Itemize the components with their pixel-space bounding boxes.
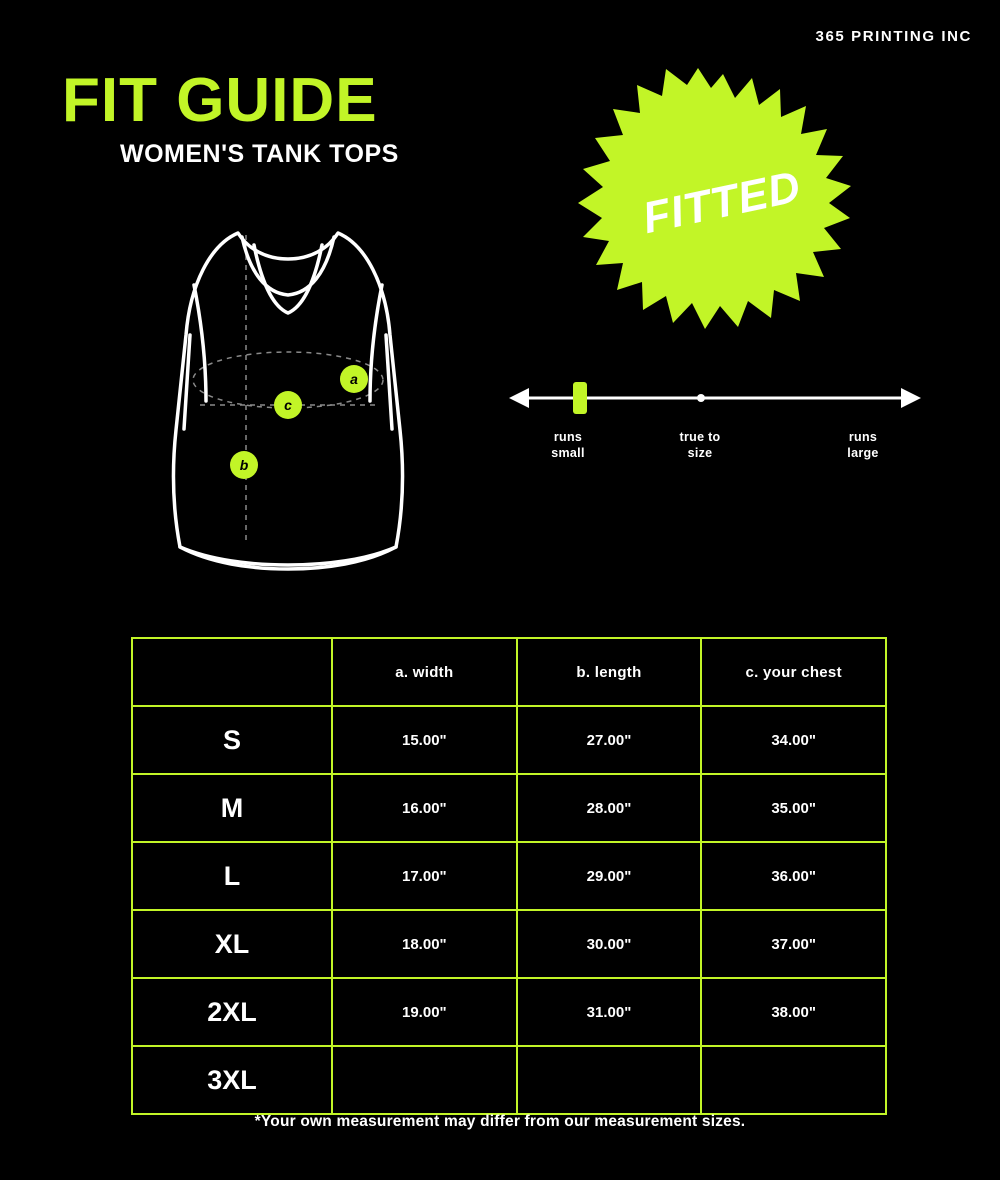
fit-scale-marker <box>573 382 587 414</box>
table-row <box>132 978 886 1046</box>
brand-name: 365 PRINTING INC <box>815 28 972 45</box>
fit-scale-label-large-line2: large <box>847 445 879 460</box>
fitted-badge-label: FITTED <box>638 161 806 244</box>
row-chest: 37.00" <box>701 910 886 978</box>
row-length: 31.00" <box>517 978 702 1046</box>
page-subtitle: WOMEN'S TANK TOPS <box>120 140 399 168</box>
row-size: S <box>132 706 332 774</box>
fit-scale-label-true-line2: size <box>687 445 713 460</box>
marker-b: b <box>230 451 258 479</box>
row-chest: 38.00" <box>701 978 886 1046</box>
table-row <box>132 842 886 910</box>
row-chest: 36.00" <box>701 842 886 910</box>
row-size: 3XL <box>132 1046 332 1114</box>
table-row <box>132 910 886 978</box>
row-length: 28.00" <box>517 774 702 842</box>
fit-scale-label-large-line1: runs <box>848 430 878 444</box>
table-header-length: b. length <box>517 638 702 706</box>
fit-scale <box>505 370 925 480</box>
page-title: FIT GUIDE <box>62 66 378 135</box>
table-row <box>132 774 886 842</box>
row-chest: 35.00" <box>701 774 886 842</box>
row-length: 27.00" <box>517 706 702 774</box>
row-size: 2XL <box>132 978 332 1046</box>
size-table-wrapper <box>131 637 887 1115</box>
fit-scale-label-true <box>645 430 755 461</box>
row-width: 19.00" <box>332 978 517 1046</box>
fit-scale-label-small-line2: small <box>551 445 585 460</box>
tank-top-illustration <box>150 215 450 595</box>
row-length: 29.00" <box>517 842 702 910</box>
row-width <box>332 1046 517 1114</box>
fit-scale-label-small <box>513 430 623 461</box>
table-header-size <box>132 638 332 706</box>
table-row <box>132 1046 886 1114</box>
marker-c: c <box>274 391 302 419</box>
marker-a: a <box>340 365 368 393</box>
row-width: 18.00" <box>332 910 517 978</box>
table-row <box>132 706 886 774</box>
table-header-width: a. width <box>332 638 517 706</box>
table-header-row <box>132 638 886 706</box>
row-chest: 34.00" <box>701 706 886 774</box>
fit-scale-midpoint-dot <box>697 394 705 402</box>
fit-scale-label-small-line1: runs <box>553 430 583 444</box>
row-width: 17.00" <box>332 842 517 910</box>
row-size: L <box>132 842 332 910</box>
row-length: 30.00" <box>517 910 702 978</box>
row-chest <box>701 1046 886 1114</box>
row-width: 16.00" <box>332 774 517 842</box>
row-size: XL <box>132 910 332 978</box>
row-size: M <box>132 774 332 842</box>
row-length <box>517 1046 702 1114</box>
table-header-chest: c. your chest <box>701 638 886 706</box>
double-arrow-icon <box>505 370 925 426</box>
fit-scale-label-large <box>813 430 913 461</box>
size-table <box>131 637 887 1115</box>
measurement-footnote: *Your own measurement may differ from our measurement sizes. <box>254 1113 746 1130</box>
fit-scale-label-true-line1: true to <box>679 430 721 444</box>
row-width: 15.00" <box>332 706 517 774</box>
